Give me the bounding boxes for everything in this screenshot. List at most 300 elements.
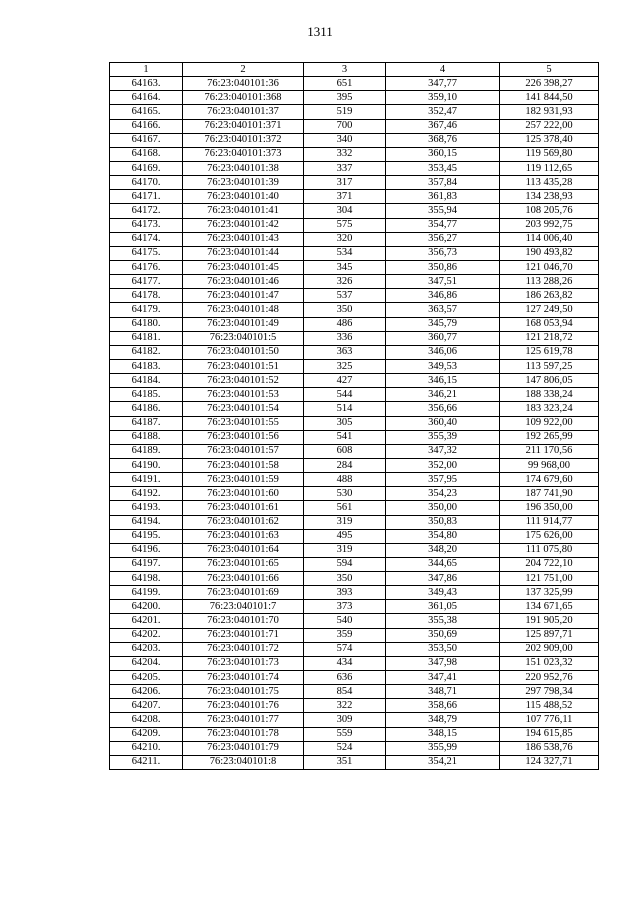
row-number-cell: 64173. — [110, 218, 183, 232]
value-cell: 187 741,90 — [500, 487, 599, 501]
row-number-cell: 64204. — [110, 656, 183, 670]
table-row — [110, 345, 599, 359]
cadastral-number-cell: 76:23:040101:46 — [183, 275, 304, 289]
header-row — [110, 63, 599, 77]
rate-cell: 348,15 — [386, 727, 500, 741]
cadastral-number-cell: 76:23:040101:76 — [183, 699, 304, 713]
rate-cell: 345,79 — [386, 317, 500, 331]
table-row — [110, 176, 599, 190]
value-cell: 137 325,99 — [500, 586, 599, 600]
value-cell: 124 327,71 — [500, 755, 599, 769]
area-cell: 336 — [304, 331, 386, 345]
area-cell: 371 — [304, 190, 386, 204]
value-cell: 168 053,94 — [500, 317, 599, 331]
value-cell: 196 350,00 — [500, 501, 599, 515]
cadastral-number-cell: 76:23:040101:5 — [183, 331, 304, 345]
header-cell-1: 1 — [110, 63, 183, 77]
row-number-cell: 64186. — [110, 402, 183, 416]
table-row — [110, 529, 599, 543]
row-number-cell: 64175. — [110, 246, 183, 260]
table-row — [110, 317, 599, 331]
value-cell: 134 671,65 — [500, 600, 599, 614]
area-cell: 574 — [304, 642, 386, 656]
area-cell: 651 — [304, 77, 386, 91]
row-number-cell: 64171. — [110, 190, 183, 204]
table-row — [110, 204, 599, 218]
value-cell: 119 569,80 — [500, 147, 599, 161]
table-row — [110, 614, 599, 628]
rate-cell: 344,65 — [386, 557, 500, 571]
value-cell: 121 751,00 — [500, 572, 599, 586]
table-body — [110, 63, 599, 770]
row-number-cell: 64169. — [110, 161, 183, 175]
value-cell: 127 249,50 — [500, 303, 599, 317]
row-number-cell: 64190. — [110, 458, 183, 472]
rate-cell: 355,99 — [386, 741, 500, 755]
rate-cell: 359,10 — [386, 91, 500, 105]
area-cell: 514 — [304, 402, 386, 416]
area-cell: 319 — [304, 543, 386, 557]
row-number-cell: 64195. — [110, 529, 183, 543]
cadastral-number-cell: 76:23:040101:66 — [183, 572, 304, 586]
area-cell: 350 — [304, 572, 386, 586]
row-number-cell: 64203. — [110, 642, 183, 656]
area-cell: 351 — [304, 755, 386, 769]
area-cell: 284 — [304, 458, 386, 472]
row-number-cell: 64211. — [110, 755, 183, 769]
cadastral-number-cell: 76:23:040101:44 — [183, 246, 304, 260]
rate-cell: 357,84 — [386, 176, 500, 190]
row-number-cell: 64191. — [110, 473, 183, 487]
rate-cell: 354,21 — [386, 755, 500, 769]
table-row — [110, 430, 599, 444]
cadastral-number-cell: 76:23:040101:45 — [183, 260, 304, 274]
table-row — [110, 147, 599, 161]
table-row — [110, 628, 599, 642]
table-row — [110, 501, 599, 515]
cadastral-number-cell: 76:23:040101:56 — [183, 430, 304, 444]
area-cell: 393 — [304, 586, 386, 600]
table-row — [110, 741, 599, 755]
value-cell: 108 205,76 — [500, 204, 599, 218]
row-number-cell: 64184. — [110, 374, 183, 388]
cadastral-number-cell: 76:23:040101:8 — [183, 755, 304, 769]
value-cell: 114 006,40 — [500, 232, 599, 246]
area-cell: 320 — [304, 232, 386, 246]
value-cell: 211 170,56 — [500, 444, 599, 458]
value-cell: 107 776,11 — [500, 713, 599, 727]
cadastral-number-cell: 76:23:040101:74 — [183, 671, 304, 685]
area-cell: 305 — [304, 416, 386, 430]
table-row — [110, 656, 599, 670]
row-number-cell: 64172. — [110, 204, 183, 218]
rate-cell: 368,76 — [386, 133, 500, 147]
rate-cell: 352,00 — [386, 458, 500, 472]
area-cell: 350 — [304, 303, 386, 317]
row-number-cell: 64194. — [110, 515, 183, 529]
cadastral-number-cell: 76:23:040101:58 — [183, 458, 304, 472]
cadastral-number-cell: 76:23:040101:372 — [183, 133, 304, 147]
cadastral-number-cell: 76:23:040101:78 — [183, 727, 304, 741]
row-number-cell: 64193. — [110, 501, 183, 515]
table-row — [110, 713, 599, 727]
value-cell: 257 222,00 — [500, 119, 599, 133]
cadastral-number-cell: 76:23:040101:43 — [183, 232, 304, 246]
cadastral-number-cell: 76:23:040101:41 — [183, 204, 304, 218]
cadastral-number-cell: 76:23:040101:73 — [183, 656, 304, 670]
table-row — [110, 275, 599, 289]
row-number-cell: 64168. — [110, 147, 183, 161]
area-cell: 345 — [304, 260, 386, 274]
row-number-cell: 64208. — [110, 713, 183, 727]
row-number-cell: 64174. — [110, 232, 183, 246]
row-number-cell: 64198. — [110, 572, 183, 586]
table-row — [110, 91, 599, 105]
table-row — [110, 458, 599, 472]
cadastral-number-cell: 76:23:040101:50 — [183, 345, 304, 359]
rate-cell: 360,15 — [386, 147, 500, 161]
rate-cell: 355,94 — [386, 204, 500, 218]
value-cell: 194 615,85 — [500, 727, 599, 741]
row-number-cell: 64196. — [110, 543, 183, 557]
cadastral-number-cell: 76:23:040101:54 — [183, 402, 304, 416]
row-number-cell: 64178. — [110, 289, 183, 303]
rate-cell: 356,66 — [386, 402, 500, 416]
value-cell: 111 075,80 — [500, 543, 599, 557]
rate-cell: 358,66 — [386, 699, 500, 713]
table-row — [110, 289, 599, 303]
value-cell: 113 435,28 — [500, 176, 599, 190]
value-cell: 109 922,00 — [500, 416, 599, 430]
value-cell: 151 023,32 — [500, 656, 599, 670]
cadastral-number-cell: 76:23:040101:75 — [183, 685, 304, 699]
value-cell: 188 338,24 — [500, 388, 599, 402]
cadastral-number-cell: 76:23:040101:63 — [183, 529, 304, 543]
area-cell: 519 — [304, 105, 386, 119]
table-row — [110, 331, 599, 345]
rate-cell: 346,15 — [386, 374, 500, 388]
area-cell: 427 — [304, 374, 386, 388]
rate-cell: 367,46 — [386, 119, 500, 133]
table-row — [110, 218, 599, 232]
value-cell: 204 722,10 — [500, 557, 599, 571]
value-cell: 226 398,27 — [500, 77, 599, 91]
value-cell: 186 538,76 — [500, 741, 599, 755]
rate-cell: 352,47 — [386, 105, 500, 119]
value-cell: 147 806,05 — [500, 374, 599, 388]
cadastral-number-cell: 76:23:040101:40 — [183, 190, 304, 204]
value-cell: 125 619,78 — [500, 345, 599, 359]
row-number-cell: 64179. — [110, 303, 183, 317]
area-cell: 530 — [304, 487, 386, 501]
table-row — [110, 699, 599, 713]
area-cell: 534 — [304, 246, 386, 260]
row-number-cell: 64185. — [110, 388, 183, 402]
table-row — [110, 190, 599, 204]
area-cell: 337 — [304, 161, 386, 175]
value-cell: 190 493,82 — [500, 246, 599, 260]
header-cell-3: 3 — [304, 63, 386, 77]
area-cell: 309 — [304, 713, 386, 727]
value-cell: 174 679,60 — [500, 473, 599, 487]
area-cell: 541 — [304, 430, 386, 444]
value-cell: 134 238,93 — [500, 190, 599, 204]
value-cell: 220 952,76 — [500, 671, 599, 685]
row-number-cell: 64180. — [110, 317, 183, 331]
row-number-cell: 64209. — [110, 727, 183, 741]
value-cell: 182 931,93 — [500, 105, 599, 119]
rate-cell: 348,79 — [386, 713, 500, 727]
area-cell: 486 — [304, 317, 386, 331]
value-cell: 121 046,70 — [500, 260, 599, 274]
table-row — [110, 557, 599, 571]
cadastral-number-cell: 76:23:040101:71 — [183, 628, 304, 642]
rate-cell: 354,77 — [386, 218, 500, 232]
header-cell-5: 5 — [500, 63, 599, 77]
row-number-cell: 64167. — [110, 133, 183, 147]
table-row — [110, 303, 599, 317]
table-row — [110, 671, 599, 685]
cadastral-number-cell: 76:23:040101:52 — [183, 374, 304, 388]
table-row — [110, 642, 599, 656]
table-row — [110, 119, 599, 133]
rate-cell: 349,43 — [386, 586, 500, 600]
row-number-cell: 64170. — [110, 176, 183, 190]
row-number-cell: 64205. — [110, 671, 183, 685]
table-row — [110, 444, 599, 458]
cadastral-number-cell: 76:23:040101:36 — [183, 77, 304, 91]
rate-cell: 363,57 — [386, 303, 500, 317]
cadastral-number-cell: 76:23:040101:53 — [183, 388, 304, 402]
cadastral-number-cell: 76:23:040101:55 — [183, 416, 304, 430]
area-cell: 524 — [304, 741, 386, 755]
row-number-cell: 64183. — [110, 359, 183, 373]
rate-cell: 347,32 — [386, 444, 500, 458]
value-cell: 186 263,82 — [500, 289, 599, 303]
rate-cell: 354,23 — [386, 487, 500, 501]
value-cell: 203 992,75 — [500, 218, 599, 232]
rate-cell: 350,83 — [386, 515, 500, 529]
area-cell: 332 — [304, 147, 386, 161]
rate-cell: 353,45 — [386, 161, 500, 175]
rate-cell: 347,41 — [386, 671, 500, 685]
cadastral-number-cell: 76:23:040101:373 — [183, 147, 304, 161]
rate-cell: 356,73 — [386, 246, 500, 260]
rate-cell: 353,50 — [386, 642, 500, 656]
cadastral-number-cell: 76:23:040101:72 — [183, 642, 304, 656]
row-number-cell: 64182. — [110, 345, 183, 359]
table-row — [110, 416, 599, 430]
value-cell: 115 488,52 — [500, 699, 599, 713]
rate-cell: 355,38 — [386, 614, 500, 628]
value-cell: 192 265,99 — [500, 430, 599, 444]
area-cell: 540 — [304, 614, 386, 628]
row-number-cell: 64207. — [110, 699, 183, 713]
cadastral-number-cell: 76:23:040101:37 — [183, 105, 304, 119]
value-cell: 113 288,26 — [500, 275, 599, 289]
rate-cell: 357,95 — [386, 473, 500, 487]
rate-cell: 361,05 — [386, 600, 500, 614]
table-row — [110, 473, 599, 487]
table-row — [110, 755, 599, 769]
rate-cell: 348,20 — [386, 543, 500, 557]
cadastral-number-cell: 76:23:040101:51 — [183, 359, 304, 373]
area-cell: 325 — [304, 359, 386, 373]
row-number-cell: 64188. — [110, 430, 183, 444]
area-cell: 561 — [304, 501, 386, 515]
row-number-cell: 64189. — [110, 444, 183, 458]
value-cell: 125 897,71 — [500, 628, 599, 642]
cadastral-number-cell: 76:23:040101:77 — [183, 713, 304, 727]
table-row — [110, 374, 599, 388]
area-cell: 544 — [304, 388, 386, 402]
row-number-cell: 64176. — [110, 260, 183, 274]
cadastral-number-cell: 76:23:040101:70 — [183, 614, 304, 628]
area-cell: 854 — [304, 685, 386, 699]
row-number-cell: 64164. — [110, 91, 183, 105]
area-cell: 317 — [304, 176, 386, 190]
value-cell: 121 218,72 — [500, 331, 599, 345]
value-cell: 183 323,24 — [500, 402, 599, 416]
area-cell: 319 — [304, 515, 386, 529]
cadastral-number-cell: 76:23:040101:59 — [183, 473, 304, 487]
area-cell: 559 — [304, 727, 386, 741]
rate-cell: 347,86 — [386, 572, 500, 586]
area-cell: 700 — [304, 119, 386, 133]
rate-cell: 347,98 — [386, 656, 500, 670]
value-cell: 191 905,20 — [500, 614, 599, 628]
table-row — [110, 105, 599, 119]
table-row — [110, 685, 599, 699]
table-row — [110, 586, 599, 600]
value-cell: 99 968,00 — [500, 458, 599, 472]
rate-cell: 355,39 — [386, 430, 500, 444]
rate-cell: 356,27 — [386, 232, 500, 246]
row-number-cell: 64163. — [110, 77, 183, 91]
table-row — [110, 77, 599, 91]
cadastral-number-cell: 76:23:040101:64 — [183, 543, 304, 557]
row-number-cell: 64200. — [110, 600, 183, 614]
row-number-cell: 64166. — [110, 119, 183, 133]
rate-cell: 346,06 — [386, 345, 500, 359]
rate-cell: 350,86 — [386, 260, 500, 274]
row-number-cell: 64210. — [110, 741, 183, 755]
table-row — [110, 232, 599, 246]
cadastral-number-cell: 76:23:040101:368 — [183, 91, 304, 105]
header-cell-2: 2 — [183, 63, 304, 77]
row-number-cell: 64206. — [110, 685, 183, 699]
rate-cell: 348,71 — [386, 685, 500, 699]
area-cell: 594 — [304, 557, 386, 571]
cadastral-number-cell: 76:23:040101:65 — [183, 557, 304, 571]
row-number-cell: 64197. — [110, 557, 183, 571]
row-number-cell: 64187. — [110, 416, 183, 430]
cadastral-number-cell: 76:23:040101:47 — [183, 289, 304, 303]
area-cell: 363 — [304, 345, 386, 359]
page-number: 1311 — [307, 24, 333, 39]
table-row — [110, 246, 599, 260]
rate-cell: 360,40 — [386, 416, 500, 430]
row-number-cell: 64192. — [110, 487, 183, 501]
value-cell: 141 844,50 — [500, 91, 599, 105]
rate-cell: 346,86 — [386, 289, 500, 303]
cadastral-number-cell: 76:23:040101:38 — [183, 161, 304, 175]
cadastral-number-cell: 76:23:040101:371 — [183, 119, 304, 133]
rate-cell: 350,00 — [386, 501, 500, 515]
rate-cell: 354,80 — [386, 529, 500, 543]
row-number-cell: 64177. — [110, 275, 183, 289]
value-cell: 113 597,25 — [500, 359, 599, 373]
row-number-cell: 64199. — [110, 586, 183, 600]
cadastral-number-cell: 76:23:040101:62 — [183, 515, 304, 529]
value-cell: 125 378,40 — [500, 133, 599, 147]
rate-cell: 360,77 — [386, 331, 500, 345]
rate-cell: 350,69 — [386, 628, 500, 642]
area-cell: 395 — [304, 91, 386, 105]
cadastral-number-cell: 76:23:040101:69 — [183, 586, 304, 600]
rate-cell: 361,83 — [386, 190, 500, 204]
area-cell: 304 — [304, 204, 386, 218]
area-cell: 340 — [304, 133, 386, 147]
row-number-cell: 64201. — [110, 614, 183, 628]
area-cell: 608 — [304, 444, 386, 458]
table-row — [110, 515, 599, 529]
table-row — [110, 600, 599, 614]
cadastral-number-cell: 76:23:040101:7 — [183, 600, 304, 614]
area-cell: 495 — [304, 529, 386, 543]
table-row — [110, 260, 599, 274]
area-cell: 537 — [304, 289, 386, 303]
cadastral-number-cell: 76:23:040101:60 — [183, 487, 304, 501]
table-row — [110, 359, 599, 373]
value-cell: 175 626,00 — [500, 529, 599, 543]
area-cell: 322 — [304, 699, 386, 713]
area-cell: 488 — [304, 473, 386, 487]
rate-cell: 347,77 — [386, 77, 500, 91]
area-cell: 326 — [304, 275, 386, 289]
value-cell: 111 914,77 — [500, 515, 599, 529]
table-row — [110, 727, 599, 741]
table-row — [110, 133, 599, 147]
cadastral-number-cell: 76:23:040101:42 — [183, 218, 304, 232]
cadastral-number-cell: 76:23:040101:61 — [183, 501, 304, 515]
row-number-cell: 64181. — [110, 331, 183, 345]
area-cell: 373 — [304, 600, 386, 614]
value-cell: 119 112,65 — [500, 161, 599, 175]
table-row — [110, 572, 599, 586]
cadastral-number-cell: 76:23:040101:49 — [183, 317, 304, 331]
row-number-cell: 64202. — [110, 628, 183, 642]
table-row — [110, 543, 599, 557]
rate-cell: 346,21 — [386, 388, 500, 402]
data-table — [109, 62, 599, 770]
area-cell: 636 — [304, 671, 386, 685]
rate-cell: 349,53 — [386, 359, 500, 373]
cadastral-number-cell: 76:23:040101:57 — [183, 444, 304, 458]
area-cell: 359 — [304, 628, 386, 642]
cadastral-number-cell: 76:23:040101:39 — [183, 176, 304, 190]
value-cell: 202 909,00 — [500, 642, 599, 656]
area-cell: 434 — [304, 656, 386, 670]
rate-cell: 347,51 — [386, 275, 500, 289]
cadastral-number-cell: 76:23:040101:79 — [183, 741, 304, 755]
table-row — [110, 388, 599, 402]
table-row — [110, 402, 599, 416]
cadastral-number-cell: 76:23:040101:48 — [183, 303, 304, 317]
row-number-cell: 64165. — [110, 105, 183, 119]
table-row — [110, 161, 599, 175]
area-cell: 575 — [304, 218, 386, 232]
